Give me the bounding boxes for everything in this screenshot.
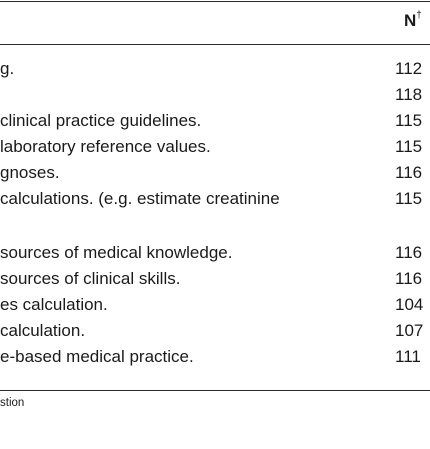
row-n-value: 118: [395, 85, 423, 104]
row-item-text: e-based medical practice.: [0, 347, 194, 366]
row-n-value: 116: [395, 163, 423, 182]
table-row: [0, 160, 430, 186]
row-n-value: 116: [395, 243, 423, 262]
table-row: [0, 318, 430, 344]
table-row: [0, 186, 430, 212]
row-item-text: laboratory reference values.: [0, 137, 211, 156]
row-n-value: 115: [395, 189, 423, 208]
table-row: [0, 82, 430, 108]
row-item-text: clinical practice guidelines.: [0, 111, 202, 130]
table-row: [0, 108, 430, 134]
table-row: [0, 292, 430, 318]
row-n-value: 115: [395, 137, 423, 156]
table-row: [0, 134, 430, 160]
row-item-text: calculations. (e.g. estimate creatinine: [0, 189, 280, 208]
table-row: [0, 266, 430, 292]
column-header-n: [404, 10, 422, 31]
row-item-text: es calculation.: [0, 295, 108, 314]
table-footnote: stion: [0, 397, 25, 409]
row-n-value: 116: [395, 269, 423, 288]
row-item-text: g.: [0, 59, 15, 78]
row-n-value: 112: [395, 59, 423, 78]
row-n-value: 107: [395, 321, 424, 340]
row-item-text: sources of clinical skills.: [0, 269, 181, 288]
row-n-value: 111: [395, 347, 421, 366]
dagger-footnote-mark: †: [416, 10, 422, 21]
column-header-n-label: N: [404, 11, 417, 30]
table-row: [0, 56, 430, 82]
table-row: [0, 344, 430, 370]
table-bottom-rule: [0, 390, 430, 391]
row-item-text: calculation.: [0, 321, 86, 340]
table-top-rule: [0, 1, 430, 2]
table-row: [0, 240, 430, 266]
header-rule: [0, 44, 430, 45]
row-n-value: 104: [395, 295, 424, 314]
row-n-value: 115: [395, 111, 423, 130]
row-item-text: sources of medical knowledge.: [0, 243, 233, 262]
row-item-text: gnoses.: [0, 163, 60, 182]
